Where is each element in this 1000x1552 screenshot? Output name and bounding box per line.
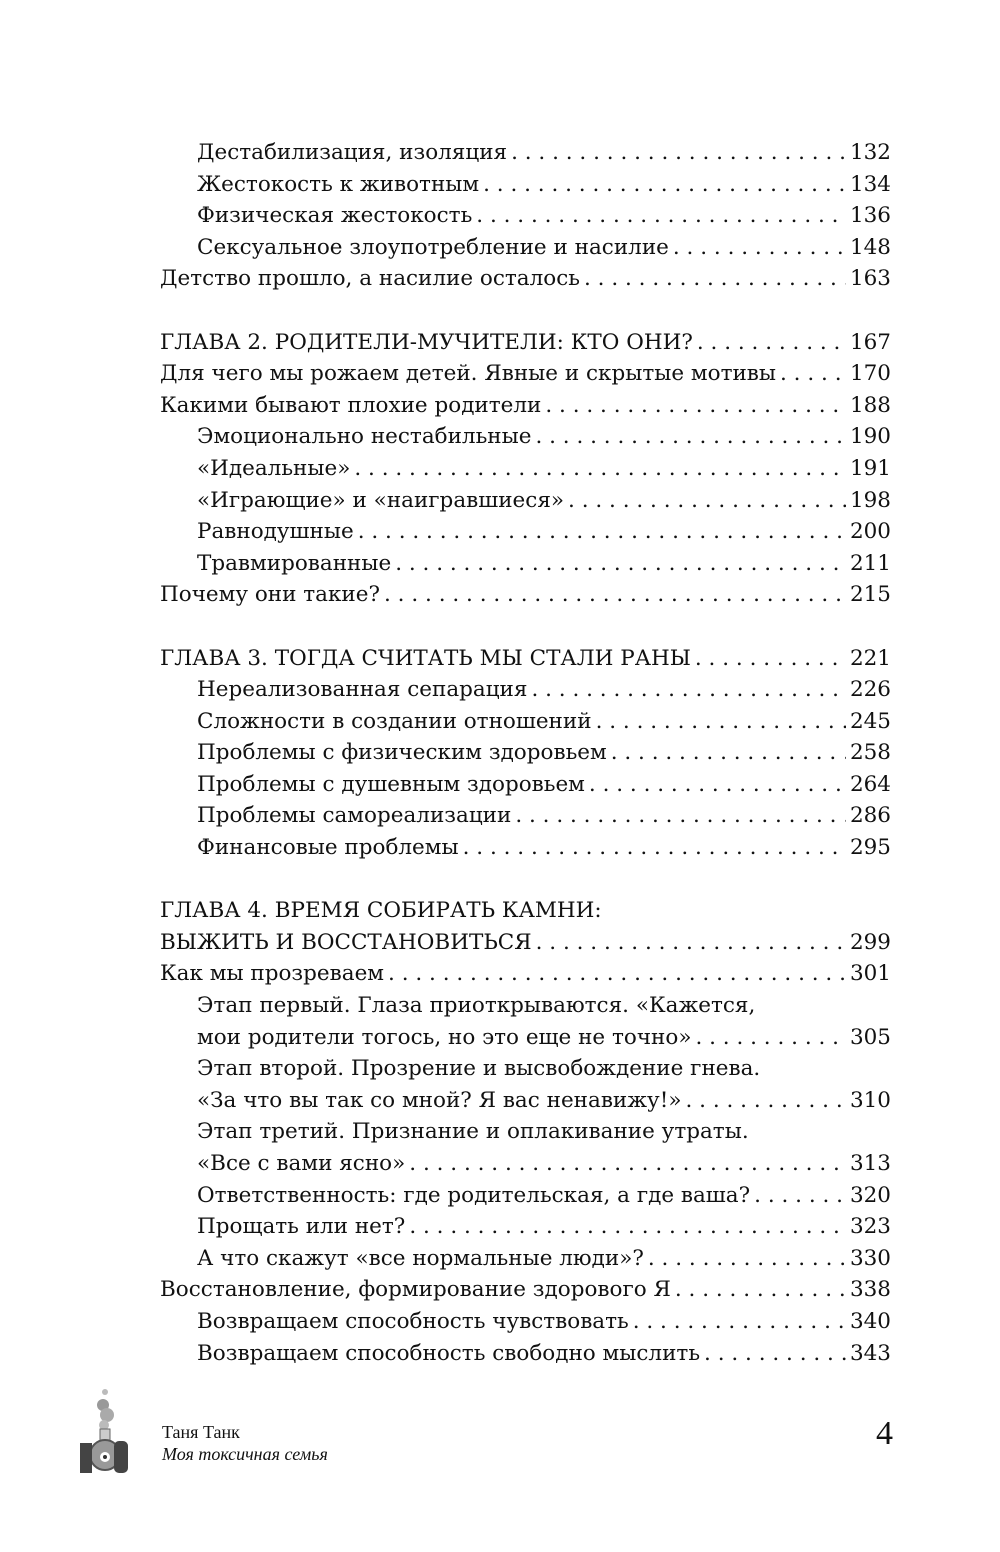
dot-leader bbox=[535, 421, 846, 453]
toc-page-number: 286 bbox=[849, 803, 891, 829]
toc-entry-title: Для чего мы рожаем детей. Явные и скрытые мотивы bbox=[160, 361, 777, 387]
toc-entry[interactable] bbox=[160, 990, 891, 1053]
toc-entry[interactable] bbox=[160, 1053, 891, 1116]
toc-page-number: 190 bbox=[849, 424, 891, 450]
dot-leader bbox=[697, 327, 846, 359]
toc-entry-title: ВЫЖИТЬ И ВОССТАНОВИТЬСЯ bbox=[160, 929, 532, 955]
dot-leader bbox=[584, 263, 846, 295]
toc-page-number: 200 bbox=[849, 519, 891, 545]
toc-entry-title: мои родители тогось, но это еще не точно» bbox=[197, 1024, 692, 1050]
toc-entry-title: Детство прошло, а насилие осталось bbox=[160, 266, 580, 292]
toc-entry[interactable] bbox=[160, 1116, 891, 1179]
dot-leader bbox=[409, 1148, 846, 1180]
footer-author: Таня Танк bbox=[162, 1422, 240, 1442]
toc-entry-title: Травмированные bbox=[197, 550, 392, 576]
toc-page-number: 245 bbox=[849, 708, 891, 734]
toc-page-number: 299 bbox=[849, 929, 891, 955]
dot-leader bbox=[483, 169, 846, 201]
toc-entry-title: Дестабилизация, изоляция bbox=[197, 140, 508, 165]
toc-entry-title: Как мы прозреваем bbox=[160, 961, 385, 987]
toc-entry-title: Сложности в создании отношений bbox=[197, 708, 592, 734]
dot-leader bbox=[388, 958, 846, 990]
toc-entry[interactable] bbox=[160, 643, 891, 675]
toc-page-number: 191 bbox=[849, 455, 891, 481]
toc-entry-title: ГЛАВА 4. ВРЕМЯ СОБИРАТЬ КАМНИ: bbox=[160, 898, 602, 924]
toc-entry[interactable] bbox=[160, 548, 891, 580]
toc-entry[interactable] bbox=[160, 485, 891, 517]
toc-entry[interactable] bbox=[160, 232, 891, 264]
toc-entry-title: Прощать или нет? bbox=[197, 1214, 406, 1240]
dot-leader bbox=[695, 643, 846, 675]
toc-entry-title: ГЛАВА 3. ТОГДА СЧИТАТЬ МЫ СТАЛИ РАНЫ bbox=[160, 645, 691, 671]
toc-entry-title: Проблемы с душевным здоровьем bbox=[197, 771, 585, 797]
toc-entry[interactable] bbox=[160, 832, 891, 864]
dot-leader bbox=[695, 1022, 845, 1054]
toc-entry[interactable] bbox=[160, 769, 891, 801]
toc-page-number: 323 bbox=[849, 1214, 891, 1240]
toc-entry[interactable] bbox=[160, 737, 891, 769]
toc-entry-title: Финансовые проблемы bbox=[197, 835, 459, 861]
toc-entry[interactable] bbox=[160, 674, 891, 706]
dot-leader bbox=[531, 674, 846, 706]
toc-page-number: 301 bbox=[849, 961, 891, 987]
footer-book-title: Моя токсичная семья bbox=[162, 1444, 328, 1464]
toc-entry-title: Ответственность: где родительская, а где ваша? bbox=[197, 1182, 751, 1208]
toc-page-number: 132 bbox=[849, 140, 891, 165]
dot-leader bbox=[648, 1243, 846, 1275]
page-number: 4 bbox=[876, 1415, 893, 1452]
toc-page-number: 136 bbox=[849, 203, 891, 229]
toc-entry[interactable] bbox=[160, 453, 891, 485]
toc-entry-title: Возвращаем способность свободно мыслить bbox=[197, 1340, 701, 1366]
toc-entry[interactable] bbox=[160, 895, 891, 958]
toc-page-number: 211 bbox=[849, 550, 891, 576]
toc-page-number: 198 bbox=[849, 487, 891, 513]
toc-page-number: 340 bbox=[849, 1308, 891, 1334]
toc-page-number: 320 bbox=[849, 1182, 891, 1208]
dot-leader bbox=[395, 548, 846, 580]
toc-entry[interactable] bbox=[160, 327, 891, 359]
toc-entry[interactable] bbox=[160, 706, 891, 738]
toc-page-number: 313 bbox=[849, 1151, 891, 1176]
toc-entry[interactable] bbox=[160, 263, 891, 295]
toc-page-number: 295 bbox=[849, 835, 891, 861]
toc-entry[interactable] bbox=[160, 200, 891, 232]
toc-entry-title: Восстановление, формирование здорового Я bbox=[160, 1277, 671, 1303]
toc-entry-title: Возвращаем способность чувствовать bbox=[197, 1308, 629, 1334]
toc-page-number: 163 bbox=[849, 266, 891, 292]
toc-page-number: 226 bbox=[849, 677, 891, 703]
dot-leader bbox=[754, 1180, 846, 1212]
toxic-flask-logo-icon bbox=[78, 1385, 138, 1475]
toc-entry-title: Жестокость к животным bbox=[197, 171, 480, 197]
toc-page-number: 188 bbox=[849, 392, 891, 418]
toc-entry-title: Эмоционально нестабильные bbox=[197, 424, 532, 450]
toc-page-number: 221 bbox=[849, 645, 891, 671]
toc-entry-title: Почему они такие? bbox=[160, 582, 381, 608]
toc-entry-title: Этап первый. Глаза приоткрываются. «Кажется, bbox=[197, 993, 756, 1019]
table-of-contents bbox=[160, 137, 891, 1401]
toc-entry[interactable] bbox=[160, 800, 891, 832]
toc-page-number: 330 bbox=[849, 1245, 891, 1271]
toc-page-number: 258 bbox=[849, 740, 891, 766]
toc-entry[interactable] bbox=[160, 1306, 891, 1338]
toc-entry-title: Этап третий. Признание и оплакивание утраты. bbox=[197, 1119, 749, 1145]
toc-entry[interactable] bbox=[160, 1211, 891, 1243]
toc-page-number: 264 bbox=[849, 771, 891, 797]
toc-entry[interactable] bbox=[160, 421, 891, 453]
toc-entry[interactable] bbox=[160, 516, 891, 548]
dot-leader bbox=[536, 927, 846, 959]
dot-leader bbox=[476, 200, 846, 232]
dot-leader bbox=[545, 390, 846, 422]
toc-page-number: 170 bbox=[849, 361, 891, 387]
dot-leader bbox=[409, 1211, 846, 1243]
toc-section bbox=[160, 643, 891, 864]
toc-entry-title: ГЛАВА 2. РОДИТЕЛИ-МУЧИТЕЛИ: КТО ОНИ? bbox=[160, 329, 693, 355]
toc-entry[interactable] bbox=[160, 358, 891, 390]
toc-entry-title: Нереализованная сепарация bbox=[197, 677, 528, 703]
toc-section bbox=[160, 137, 891, 295]
toc-entry[interactable] bbox=[160, 958, 891, 990]
dot-leader bbox=[463, 832, 846, 864]
toc-entry-title: Физическая жестокость bbox=[197, 203, 473, 229]
dot-leader bbox=[611, 737, 846, 769]
dot-leader bbox=[384, 579, 846, 611]
toc-page-number: 215 bbox=[849, 582, 891, 608]
dot-leader bbox=[780, 358, 846, 390]
toc-entry-title: «Все с вами ясно» bbox=[197, 1151, 406, 1176]
dot-leader bbox=[568, 485, 846, 517]
page-footer bbox=[78, 1385, 893, 1475]
toc-entry-title: Сексуальное злоупотребление и насилие bbox=[197, 234, 669, 260]
toc-section bbox=[160, 327, 891, 611]
toc-page-number: 343 bbox=[849, 1340, 891, 1366]
dot-leader bbox=[633, 1306, 846, 1338]
toc-entry[interactable] bbox=[160, 1243, 891, 1275]
toc-entry[interactable] bbox=[160, 137, 891, 169]
dot-leader bbox=[589, 769, 846, 801]
dot-leader bbox=[358, 516, 846, 548]
dot-leader bbox=[673, 232, 846, 264]
dot-leader bbox=[675, 1274, 846, 1306]
dot-leader bbox=[515, 800, 846, 832]
toc-entry[interactable] bbox=[160, 1274, 891, 1306]
toc-page-number: 148 bbox=[849, 234, 891, 260]
toc-entry[interactable] bbox=[160, 390, 891, 422]
dot-leader bbox=[686, 1085, 846, 1117]
dot-leader bbox=[704, 1338, 846, 1370]
dot-leader bbox=[511, 137, 846, 169]
toc-entry[interactable] bbox=[160, 169, 891, 201]
toc-entry-title: Равнодушные bbox=[197, 519, 354, 545]
toc-page-number: 167 bbox=[849, 329, 891, 355]
toc-page-number: 338 bbox=[849, 1277, 891, 1303]
toc-entry-title: Проблемы самореализации bbox=[197, 803, 512, 829]
toc-page-number: 310 bbox=[849, 1087, 891, 1113]
toc-entry-title: «Идеальные» bbox=[197, 455, 351, 481]
toc-entry-title: Какими бывают плохие родители bbox=[160, 392, 542, 418]
toc-entry-title: А что скажут «все нормальные люди»? bbox=[197, 1245, 644, 1271]
toc-page-number: 305 bbox=[849, 1024, 891, 1050]
toc-entry-title: Проблемы с физическим здоровьем bbox=[197, 740, 607, 766]
toc-entry-title: «За что вы так со мной? Я вас ненавижу!» bbox=[197, 1087, 682, 1113]
toc-entry[interactable] bbox=[160, 1338, 891, 1370]
toc-page-number: 134 bbox=[849, 171, 891, 197]
dot-leader bbox=[596, 706, 846, 738]
toc-entry[interactable] bbox=[160, 1180, 891, 1212]
dot-leader bbox=[354, 453, 846, 485]
toc-section bbox=[160, 895, 891, 1369]
toc-entry-title: «Играющие» и «наигравшиеся» bbox=[197, 487, 565, 513]
toc-entry[interactable] bbox=[160, 579, 891, 611]
toc-entry-title: Этап второй. Прозрение и высвобождение гнева. bbox=[197, 1056, 761, 1082]
